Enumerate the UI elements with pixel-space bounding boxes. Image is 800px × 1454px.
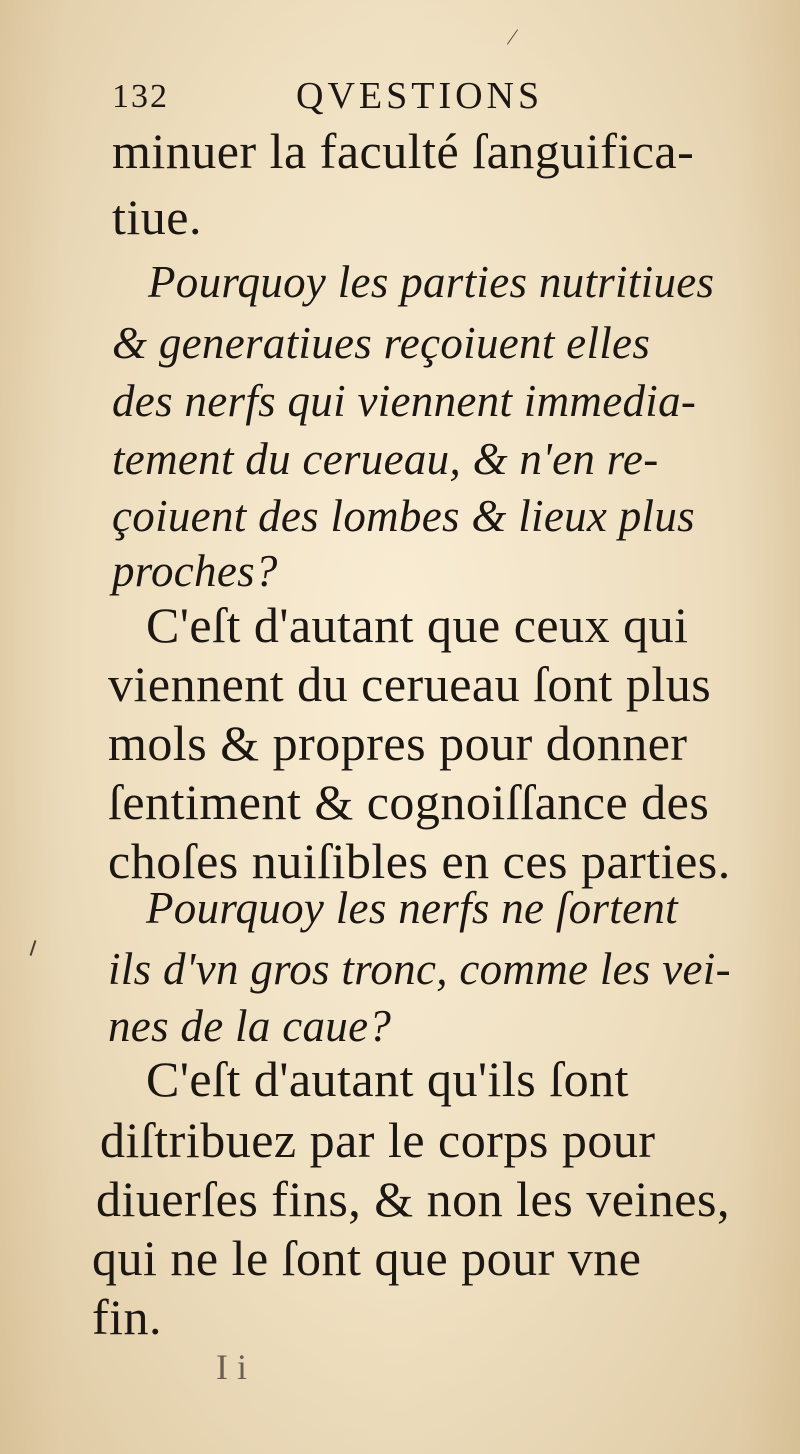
answer-line: fin. [92, 1289, 163, 1345]
signature-mark: I i [216, 1347, 247, 1387]
question-line: nes de la caue? [108, 1001, 392, 1051]
question-line: Pourquoy les nerfs ne ſortent [146, 883, 678, 933]
question-line: proches? [112, 546, 278, 596]
question-line: des nerfs qui viennent immedia- [112, 376, 697, 426]
ink-mark [507, 29, 518, 44]
answer-line: choſes nuiſibles en ces parties. [108, 833, 731, 889]
answer-line: C'eſt d'autant qu'ils ſont [146, 1051, 630, 1107]
text-line: tiue. [112, 189, 202, 245]
page-number: 132 [112, 78, 169, 115]
answer-line: diſtribuez par le corps pour [100, 1112, 656, 1168]
answer-line: ſentiment & cognoiſſance des [108, 774, 710, 830]
answer-line: viennent du cerueau ſont plus [108, 656, 712, 712]
question-line: ils d'vn gros tronc, comme les vei- [108, 944, 731, 994]
question-line: tement du cerueau, & n'en re- [112, 434, 659, 484]
question-line: çoiuent des lombes & lieux plus [112, 491, 695, 541]
answer-line: C'eſt d'autant que ceux qui [146, 597, 689, 653]
answer-line: diuerſes fins, & non les veines, [96, 1171, 730, 1227]
text-line: minuer la faculté ſanguifica- [112, 123, 695, 179]
ink-mark [30, 940, 37, 956]
running-title: QVESTIONS [296, 75, 544, 117]
answer-line: mols & propres pour donner [108, 715, 688, 771]
question-line: Pourquoy les parties nutritiues [148, 257, 715, 307]
page-header [112, 74, 582, 118]
answer-line: qui ne le ſont que pour vne [92, 1230, 642, 1286]
question-line: & generatiues reçoiuent elles [112, 318, 651, 368]
